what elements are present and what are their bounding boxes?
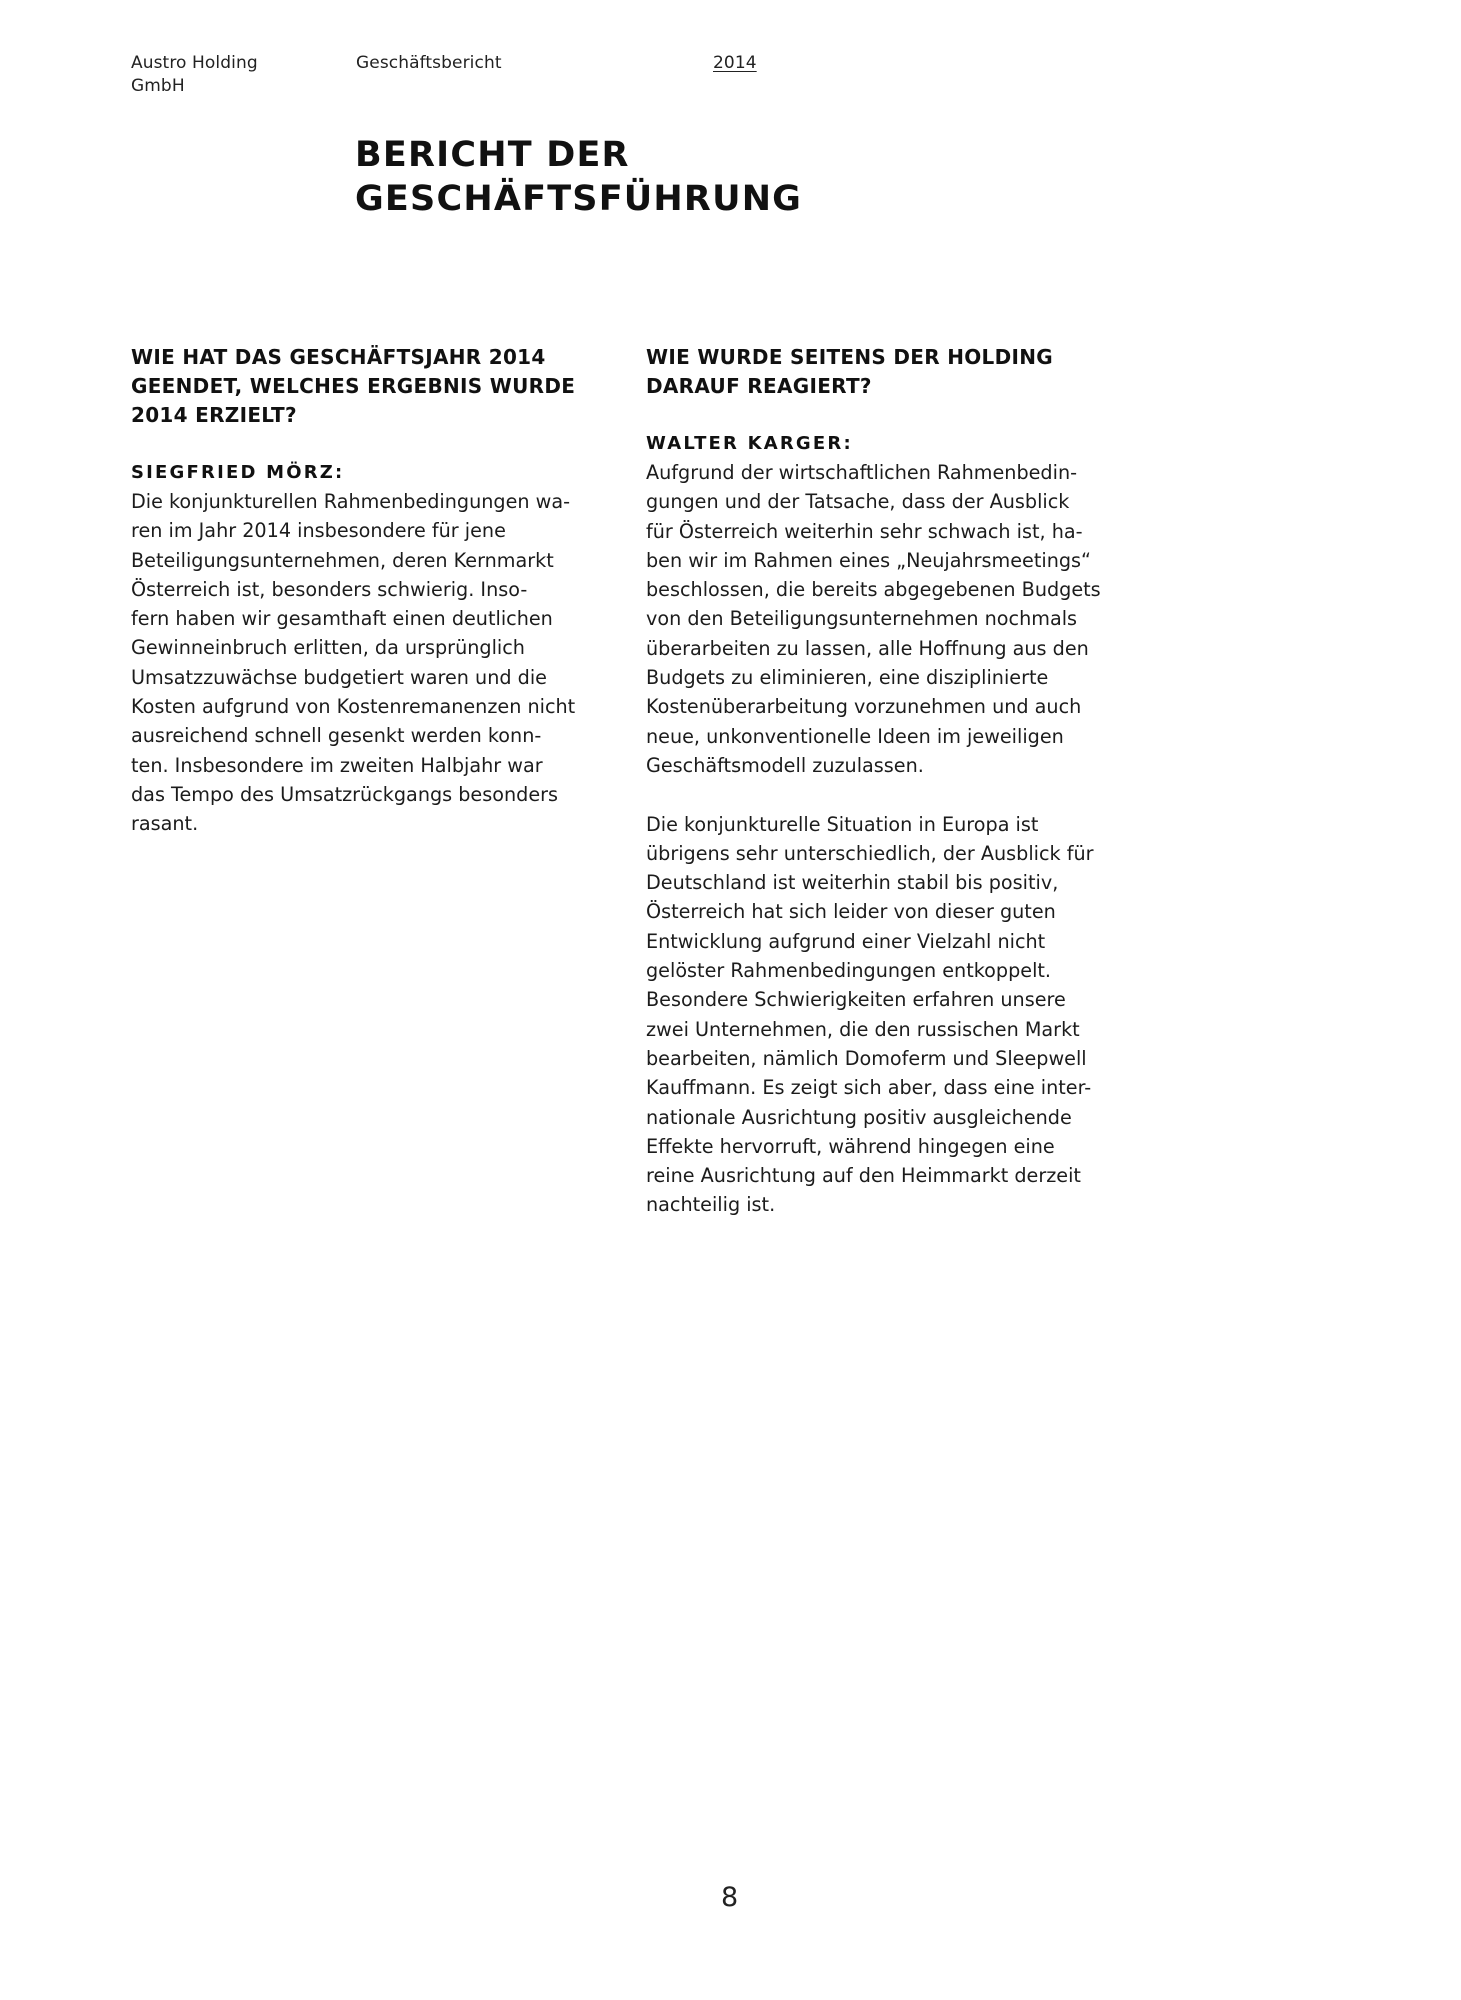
- text-line: Österreich ist, besonders schwierig. Inso-: [131, 577, 528, 601]
- text-line: Kauffmann. Es zeigt sich aber, dass eine inter-: [646, 1076, 1092, 1100]
- question-line: DARAUF REAGIERT?: [646, 374, 872, 398]
- question-line: WIE WURDE SEITENS DER HOLDING: [646, 345, 1053, 369]
- text-line: gelöster Rahmenbedingungen entkoppelt.: [646, 959, 1052, 983]
- text-line: Kostenüberarbeitung vorzunehmen und auch: [646, 695, 1082, 719]
- text-line: das Tempo des Umsatzrückgangs besonders: [131, 782, 559, 806]
- text-line: für Österreich weiterhin sehr schwach ist, ha-: [646, 519, 1083, 543]
- page-title-line: GESCHÄFTSFÜHRUNG: [355, 179, 803, 219]
- header-document-type: Geschäftsbericht: [356, 53, 502, 73]
- text-line: überarbeiten zu lassen, alle Hoffnung aus den: [646, 636, 1089, 660]
- text-line: Gewinneinbruch erlitten, da ursprünglich: [131, 636, 525, 660]
- text-line: rasant.: [131, 812, 199, 836]
- section-fiscal-year-result: [131, 343, 621, 839]
- text-line: Beteiligungsunternehmen, deren Kernmarkt: [131, 548, 554, 572]
- text-line: Aufgrund der wirtschaftlichen Rahmenbedin-: [646, 461, 1078, 484]
- text-line: reine Ausrichtung auf den Heimmarkt derzeit: [646, 1164, 1081, 1188]
- text-line: ausreichend schnell gesenkt werden konn-: [131, 724, 542, 748]
- text-line: nationale Ausrichtung positiv ausgleichende: [646, 1105, 1072, 1129]
- header-company-name: Austro Holding GmbH: [131, 53, 258, 96]
- text-line: Österreich hat sich leider von dieser guten: [646, 900, 1056, 924]
- text-line: ren im Jahr 2014 insbesondere für jene: [131, 519, 506, 543]
- section-holding-reaction: [646, 343, 1136, 1220]
- text-line: zwei Unternehmen, die den russischen Markt: [646, 1017, 1080, 1041]
- text-line: Die konjunkturellen Rahmenbedingungen wa-: [131, 490, 571, 513]
- text-line: Kosten aufgrund von Kostenremanenzen nicht: [131, 695, 576, 719]
- text-line: neue, unkonventionelle Ideen im jeweiligen: [646, 724, 1064, 748]
- answer-paragraph: [646, 458, 1136, 780]
- speaker-name: SIEGFRIED MÖRZ:: [131, 462, 345, 483]
- text-line: Geschäftsmodell zuzulassen.: [646, 753, 924, 777]
- text-line: übrigens sehr unterschiedlich, der Ausblick für: [646, 841, 1094, 865]
- question-line: 2014 ERZIELT?: [131, 403, 297, 427]
- page-title: [355, 133, 802, 221]
- text-line: beschlossen, die bereits abgegebenen Budgets: [646, 578, 1101, 602]
- question-line: WIE HAT DAS GESCHÄFTSJAHR 2014: [131, 345, 546, 369]
- text-line: ten. Insbesondere im zweiten Halbjahr war: [131, 753, 543, 777]
- header-year: 2014: [713, 53, 757, 73]
- text-line: bearbeiten, nämlich Domoferm und Sleepwell: [646, 1046, 1087, 1070]
- speaker-name: WALTER KARGER:: [646, 433, 853, 454]
- answer-paragraph: [131, 487, 621, 839]
- text-line: gungen und der Tatsache, dass der Ausblick: [646, 490, 1070, 514]
- question-line: GEENDET, WELCHES ERGEBNIS WURDE: [131, 374, 576, 398]
- text-line: von den Beteiligungsunternehmen nochmals: [646, 607, 1078, 631]
- text-line: fern haben wir gesamthaft einen deutlichen: [131, 607, 553, 631]
- text-line: Die konjunkturelle Situation in Europa ist: [646, 812, 1039, 836]
- text-line: Effekte hervorruft, während hingegen eine: [646, 1134, 1055, 1158]
- text-line: Budgets zu eliminieren, eine disziplinierte: [646, 666, 1049, 690]
- answer-paragraph: [646, 810, 1136, 1220]
- text-line: ben wir im Rahmen eines „Neujahrsmeetings“: [646, 548, 1091, 572]
- text-line: Entwicklung aufgrund einer Vielzahl nicht: [646, 929, 1046, 953]
- section-question: [646, 343, 1136, 401]
- page-number: 8: [721, 1882, 739, 1913]
- section-question: [131, 343, 621, 430]
- text-line: Deutschland ist weiterhin stabil bis positiv,: [646, 871, 1059, 895]
- text-line: nachteilig ist.: [646, 1193, 776, 1217]
- page-title-line: BERICHT DER: [355, 135, 630, 175]
- text-line: Umsatzzuwächse budgetiert waren und die: [131, 665, 547, 689]
- text-line: Besondere Schwierigkeiten erfahren unsere: [646, 988, 1066, 1012]
